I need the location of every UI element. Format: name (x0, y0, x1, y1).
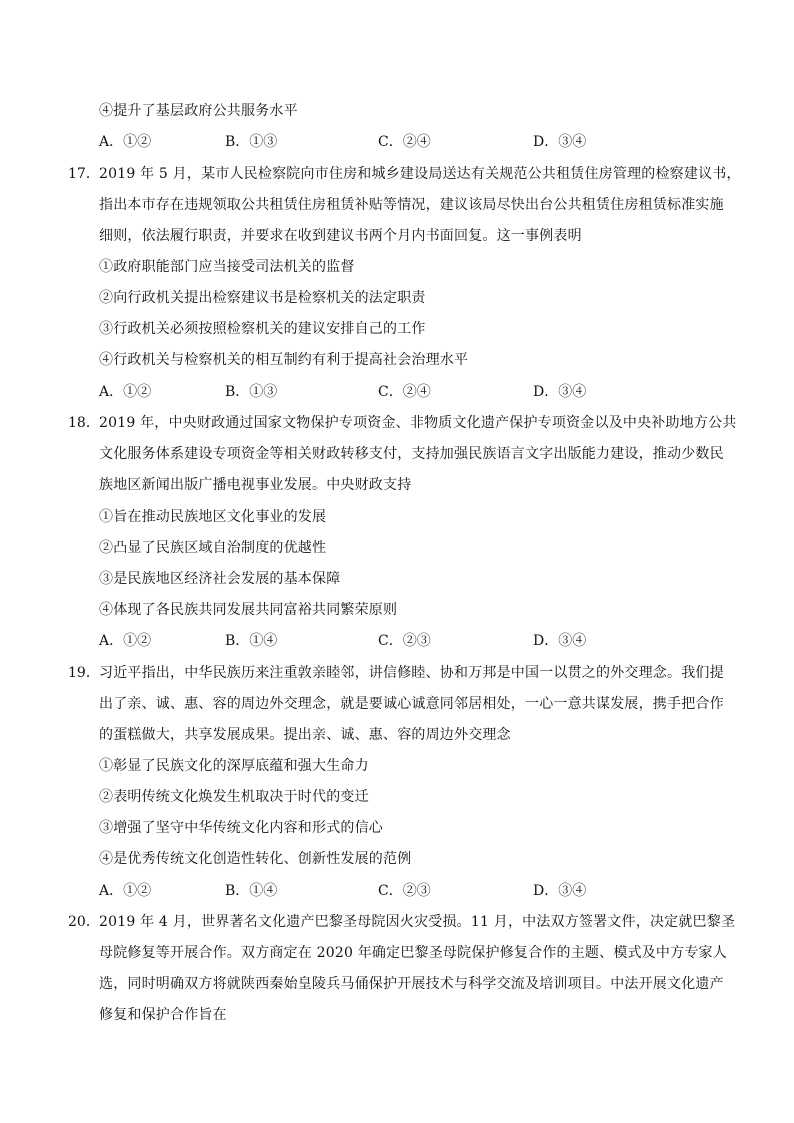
q17-stem-line-3: 细则，依法履行职责，并要求在收到建议书两个月内书面回复。这一事例表明 (99, 228, 582, 244)
q18-number: 18． (68, 415, 100, 431)
q19-number: 19． (68, 665, 100, 681)
q16-option-b: B．①③ (225, 134, 278, 150)
q20-number: 20． (68, 914, 100, 930)
q17-stem-line-2: 指出本市存在违规领取公共租赁住房租赁补贴等情况，建议该局尽快出台公共租赁住房租赁标准实施 (99, 197, 724, 213)
q19-option-a: A．①② (99, 883, 152, 899)
q17-option-a: A．①② (99, 384, 152, 400)
q19-option-b: B．①④ (225, 883, 278, 899)
q18-statement-3: ③是民族地区经济社会发展的基本保障 (99, 571, 341, 587)
q16-option-d: D．③④ (533, 134, 587, 150)
q19-statement-1: ①彰显了民族文化的深厚底蕴和强大生命力 (99, 758, 369, 774)
q18-stem-line-1: 2019 年，中央财政通过国家文物保护专项资金、非物质文化遗产保护专项资金以及中央补助地方公共 (99, 415, 737, 431)
q17-statement-2: ②向行政机关提出检察建议书是检察机关的法定职责 (99, 290, 426, 306)
q18-statement-1: ①旨在推动民族地区文化事业的发展 (99, 509, 327, 525)
q19-statement-4: ④是优秀传统文化创造性转化、创新性发展的范例 (99, 851, 412, 867)
q17-option-c: C．②④ (378, 384, 431, 400)
q19-option-d: D．③④ (533, 883, 587, 899)
q19-option-c: C．②③ (378, 883, 431, 899)
q17-statement-1: ①政府职能部门应当接受司法机关的监督 (99, 259, 355, 275)
q16-option-c: C．②④ (378, 134, 431, 150)
q19-statement-2: ②表明传统文化焕发生机取决于时代的变迁 (99, 789, 369, 805)
q17-number: 17． (68, 166, 100, 182)
q16-option-a: A．①② (99, 134, 152, 150)
q20-stem-line-4: 修复和保护合作旨在 (99, 1007, 227, 1023)
q19-statement-3: ③增强了坚守中华传统文化内容和形式的信心 (99, 820, 383, 836)
q18-option-b: B．①④ (225, 633, 278, 649)
q18-statement-4: ④体现了各民族共同发展共同富裕共同繁荣原则 (99, 602, 398, 618)
q18-statement-2: ②凸显了民族区域自治制度的优越性 (99, 540, 327, 556)
q16-statement-4: ④提升了基层政府公共服务水平 (99, 103, 298, 119)
q17-option-d: D．③④ (533, 384, 587, 400)
q18-stem-line-3: 族地区新闻出版广播电视事业发展。中央财政支持 (99, 477, 412, 493)
q18-option-d: D．③④ (533, 633, 587, 649)
q18-option-c: C．②③ (378, 633, 431, 649)
q17-statement-4: ④行政机关与检察机关的相互制约有利于提高社会治理水平 (99, 352, 469, 368)
q19-stem-line-1: 习近平指出，中华民族历来注重敦亲睦邻，讲信修睦、协和万邦是中国一以贯之的外交理念。我们提 (99, 665, 724, 681)
q17-option-b: B．①③ (225, 384, 278, 400)
q18-stem-line-2: 文化服务体系建设专项资金等相关财政转移支付，支持加强民族语言文字出版能力建设，推动少数民 (99, 446, 724, 462)
q20-stem-line-1: 2019 年 4 月，世界著名文化遗产巴黎圣母院因火灾受损。11 月，中法双方签署文件，决定就巴黎圣 (99, 914, 736, 930)
q17-statement-3: ③行政机关必须按照检察机关的建议安排自己的工作 (99, 321, 426, 337)
q17-stem-line-1: 2019 年 5 月，某市人民检察院向市住房和城乡建设局送达有关规范公共租赁住房管理的检察建议书， (99, 166, 741, 182)
q20-stem-line-2: 母院修复等开展合作。双方商定在 2020 年确定巴黎圣母院保护修复合作的主题、模式及中方专家人 (99, 945, 727, 961)
q19-stem-line-3: 的蛋糕做大，共享发展成果。提出亲、诚、惠、容的周边外交理念 (99, 727, 511, 743)
q19-stem-line-2: 出了亲、诚、惠、容的周边外交理念，就是要诚心诚意同邻居相处，一心一意共谋发展，携手把合作 (99, 696, 724, 712)
q20-stem-line-3: 选，同时明确双方将就陕西秦始皇陵兵马俑保护开展技术与科学交流及培训项目。中法开展文化遗产 (99, 976, 724, 992)
q18-option-a: A．①② (99, 633, 152, 649)
